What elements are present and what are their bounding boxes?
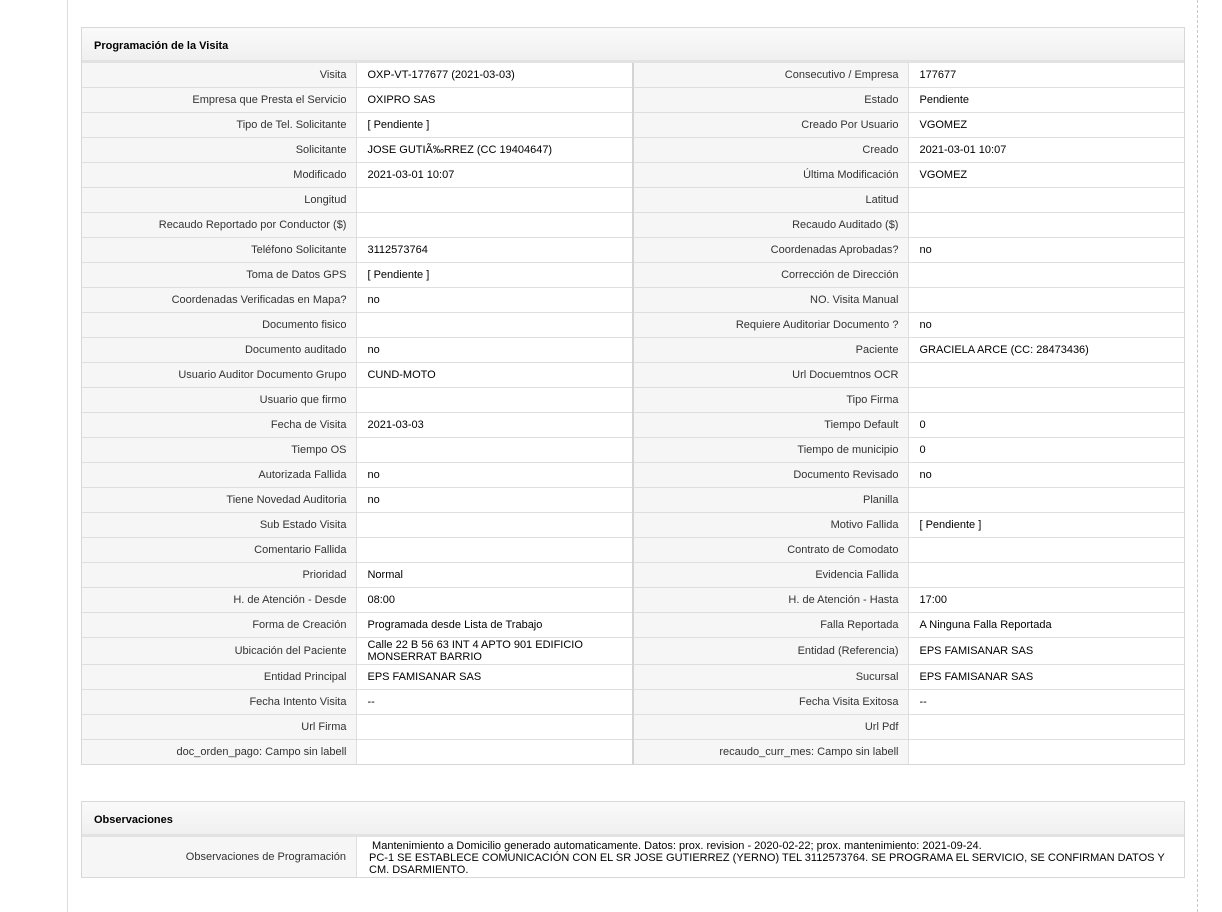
field-label: Visita — [82, 63, 357, 88]
observaciones-table — [82, 837, 1184, 877]
field-value: 2021-03-03 — [357, 413, 633, 438]
field-label: Fecha de Visita — [82, 413, 357, 438]
field-value: VGOMEZ — [909, 163, 1184, 188]
field-value: no — [909, 313, 1184, 338]
programacion-table — [82, 63, 1184, 764]
field-label: Motivo Fallida — [633, 513, 909, 538]
field-label: NO. Visita Manual — [633, 288, 909, 313]
field-row — [82, 563, 1184, 588]
field-value: -- — [909, 690, 1184, 715]
field-label: Comentario Fallida — [82, 538, 357, 563]
field-value — [357, 388, 633, 413]
field-value — [909, 715, 1184, 740]
field-label: Documento Revisado — [633, 463, 909, 488]
field-label: Fecha Intento Visita — [82, 690, 357, 715]
field-label: Tipo de Tel. Solicitante — [82, 113, 357, 138]
field-label: Autorizada Fallida — [82, 463, 357, 488]
field-row — [82, 463, 1184, 488]
field-value: EPS FAMISANAR SAS — [357, 665, 633, 690]
field-value: no — [357, 338, 633, 363]
field-label: Usuario que firmo — [82, 388, 357, 413]
field-label: Url Pdf — [633, 715, 909, 740]
field-label: Tiempo de municipio — [633, 438, 909, 463]
right-divider — [1197, 0, 1198, 912]
field-value: 0 — [909, 438, 1184, 463]
field-value: 177677 — [909, 63, 1184, 88]
field-label: Usuario Auditor Documento Grupo — [82, 363, 357, 388]
field-value — [909, 213, 1184, 238]
field-value: OXP-VT-177677 (2021-03-03) — [357, 63, 633, 88]
field-label: Requiere Auditoriar Documento ? — [633, 313, 909, 338]
field-row — [82, 88, 1184, 113]
field-value: no — [909, 238, 1184, 263]
field-label: Creado — [633, 138, 909, 163]
field-label: Evidencia Fallida — [633, 563, 909, 588]
field-row — [82, 163, 1184, 188]
field-row — [82, 588, 1184, 613]
field-value — [909, 263, 1184, 288]
field-value: Pendiente — [909, 88, 1184, 113]
field-value: EPS FAMISANAR SAS — [909, 665, 1184, 690]
field-value — [909, 388, 1184, 413]
field-label: Tiempo OS — [82, 438, 357, 463]
field-value — [909, 740, 1184, 765]
field-label: Fecha Visita Exitosa — [633, 690, 909, 715]
field-label: recaudo_curr_mes: Campo sin labell — [633, 740, 909, 765]
field-value: GRACIELA ARCE (CC: 28473436) — [909, 338, 1184, 363]
field-label: Creado Por Usuario — [633, 113, 909, 138]
field-value: CUND-MOTO — [357, 363, 633, 388]
field-label: Ubicación del Paciente — [82, 638, 357, 665]
observaciones-title: Observaciones — [82, 802, 1184, 837]
field-label: H. de Atención - Hasta — [633, 588, 909, 613]
field-row — [82, 113, 1184, 138]
field-label: Tiene Novedad Auditoria — [82, 488, 357, 513]
field-label: Prioridad — [82, 563, 357, 588]
field-value: EPS FAMISANAR SAS — [909, 638, 1184, 665]
field-label: Planilla — [633, 488, 909, 513]
observaciones-label: Observaciones de Programación — [82, 837, 357, 877]
field-label: Teléfono Solicitante — [82, 238, 357, 263]
field-label: Recaudo Auditado ($) — [633, 213, 909, 238]
field-value: no — [357, 488, 633, 513]
field-value: 3112573764 — [357, 238, 633, 263]
field-row — [82, 538, 1184, 563]
field-row — [82, 690, 1184, 715]
field-value — [357, 313, 633, 338]
field-label: Tipo Firma — [633, 388, 909, 413]
field-label: Empresa que Presta el Servicio — [82, 88, 357, 113]
field-value: no — [909, 463, 1184, 488]
field-label: Entidad (Referencia) — [633, 638, 909, 665]
field-row — [82, 363, 1184, 388]
field-value: OXIPRO SAS — [357, 88, 633, 113]
field-value: [ Pendiente ] — [357, 113, 633, 138]
field-label: Coordenadas Aprobadas? — [633, 238, 909, 263]
field-value: no — [357, 288, 633, 313]
field-value — [357, 538, 633, 563]
field-row — [82, 638, 1184, 665]
field-row — [82, 188, 1184, 213]
field-label: Falla Reportada — [633, 613, 909, 638]
field-value: 17:00 — [909, 588, 1184, 613]
field-value: -- — [357, 690, 633, 715]
field-label: Consecutivo / Empresa — [633, 63, 909, 88]
field-value: 0 — [909, 413, 1184, 438]
field-value: [ Pendiente ] — [357, 263, 633, 288]
field-row — [82, 213, 1184, 238]
left-divider — [67, 0, 68, 912]
field-row — [82, 63, 1184, 88]
field-label: Forma de Creación — [82, 613, 357, 638]
field-label: Url Firma — [82, 715, 357, 740]
observaciones-panel — [81, 801, 1185, 878]
field-value — [357, 513, 633, 538]
field-label: Contrato de Comodato — [633, 538, 909, 563]
field-value — [909, 563, 1184, 588]
field-row — [82, 338, 1184, 363]
field-value: no — [357, 463, 633, 488]
field-label: Url Docuemtnos OCR — [633, 363, 909, 388]
field-label: Última Modificación — [633, 163, 909, 188]
field-row — [82, 665, 1184, 690]
field-label: Entidad Principal — [82, 665, 357, 690]
field-value: A Ninguna Falla Reportada — [909, 613, 1184, 638]
field-label: Documento auditado — [82, 338, 357, 363]
field-label: Tiempo Default — [633, 413, 909, 438]
field-value — [357, 213, 633, 238]
field-value — [357, 438, 633, 463]
field-value — [357, 188, 633, 213]
field-row — [82, 740, 1184, 765]
field-label: Toma de Datos GPS — [82, 263, 357, 288]
field-label: Paciente — [633, 338, 909, 363]
field-value: 2021-03-01 10:07 — [909, 138, 1184, 163]
field-value — [357, 715, 633, 740]
field-value: 2021-03-01 10:07 — [357, 163, 633, 188]
field-row — [82, 138, 1184, 163]
field-label: Estado — [633, 88, 909, 113]
field-value: JOSE GUTIÃ‰RREZ (CC 19404647) — [357, 138, 633, 163]
field-row — [82, 513, 1184, 538]
field-label: doc_orden_pago: Campo sin labell — [82, 740, 357, 765]
field-value: Calle 22 B 56 63 INT 4 APTO 901 EDIFICIO MONSERRAT BARRIO — [357, 638, 633, 665]
field-row — [82, 313, 1184, 338]
field-label: Sucursal — [633, 665, 909, 690]
observaciones-value — [357, 837, 1185, 877]
observaciones-line-2: PC-1 SE ESTABLECE COMUNICACIÓN CON EL SR JOSE GUTIERREZ (YERNO) TEL 3112573764. SE PROGRAMA EL SERVICIO, SE CONFIRMAN DATOS Y CM. DSARMIENTO. — [369, 851, 1165, 876]
field-label: Latitud — [633, 188, 909, 213]
field-value: [ Pendiente ] — [909, 513, 1184, 538]
field-row — [82, 438, 1184, 463]
field-value: Programada desde Lista de Trabajo — [357, 613, 633, 638]
field-label: Solicitante — [82, 138, 357, 163]
field-value — [909, 538, 1184, 563]
field-row — [82, 413, 1184, 438]
field-value: Normal — [357, 563, 633, 588]
field-value — [909, 363, 1184, 388]
field-value: VGOMEZ — [909, 113, 1184, 138]
field-label: Sub Estado Visita — [82, 513, 357, 538]
field-label: Longitud — [82, 188, 357, 213]
field-label: H. de Atención - Desde — [82, 588, 357, 613]
field-row — [82, 238, 1184, 263]
observaciones-line-1: Mantenimiento a Domicilio generado automaticamente. Datos: prox. revision - 2020-02-22; prox. mantenimiento: 2021-09-24. — [369, 839, 982, 852]
field-value — [909, 188, 1184, 213]
field-row — [82, 715, 1184, 740]
field-label: Modificado — [82, 163, 357, 188]
programacion-title: Programación de la Visita — [82, 28, 1184, 63]
programacion-panel — [81, 27, 1185, 765]
field-label: Documento fisico — [82, 313, 357, 338]
field-label: Coordenadas Verificadas en Mapa? — [82, 288, 357, 313]
field-row — [82, 613, 1184, 638]
observaciones-row — [82, 837, 1184, 877]
field-row — [82, 388, 1184, 413]
field-value — [909, 288, 1184, 313]
field-value — [357, 740, 633, 765]
field-row — [82, 288, 1184, 313]
field-value: 08:00 — [357, 588, 633, 613]
field-label: Corrección de Dirección — [633, 263, 909, 288]
field-row — [82, 488, 1184, 513]
field-label: Recaudo Reportado por Conductor ($) — [82, 213, 357, 238]
field-value — [909, 488, 1184, 513]
field-row — [82, 263, 1184, 288]
